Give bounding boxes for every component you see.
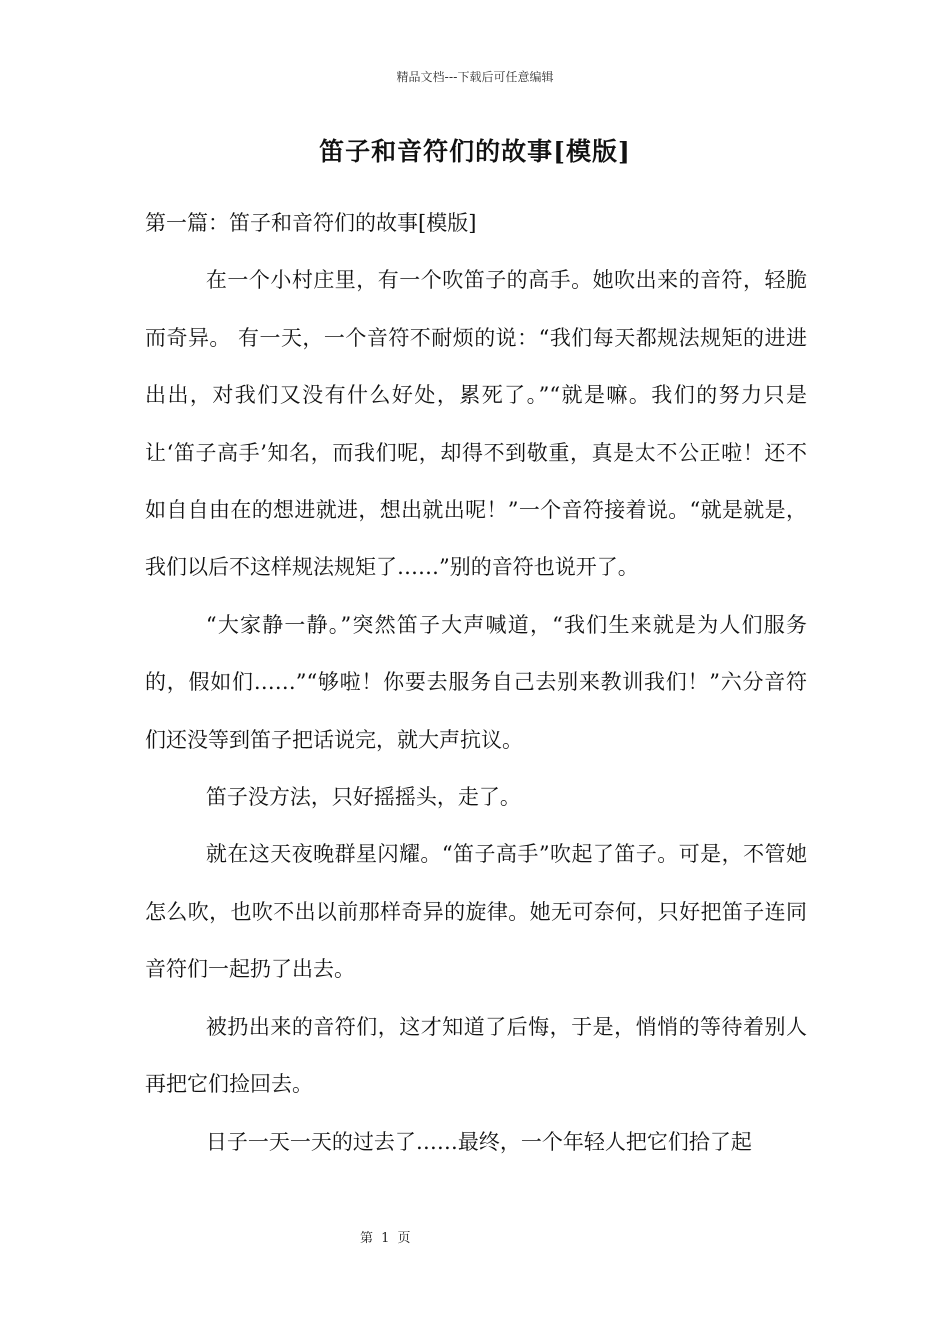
paragraph: 被扔出来的音符们，这才知道了后悔，于是，悄悄的等待着别人再把它们捡回去。 bbox=[145, 1014, 807, 1097]
page-number: 第 1 页 bbox=[360, 1231, 411, 1246]
paragraph: 就在这天夜晚群星闪耀。“笛子高手”吹起了笛子。可是，不管她怎么吹，也吹不出以前那样奇异的旋律。她无可奈何，只好把笛子连同音符们一起扔了出去。 bbox=[145, 842, 807, 982]
document-title: 笛子和音符们的故事[模版] bbox=[319, 137, 631, 166]
page-header: 精品文档---下载后可任意编辑 bbox=[396, 70, 554, 84]
paragraph: “大家静一静。”突然笛子大声喊道，“我们生来就是为人们服务的，假如们……”“够啦！你要去服务自己去别来教训我们！”六分音符们还没等到笛子把话说完，就大声抗议。 bbox=[145, 612, 807, 752]
document-body bbox=[145, 195, 807, 1171]
paragraph: 笛子没方法，只好摇摇头，走了。 bbox=[205, 785, 521, 810]
section-heading: 第一篇：笛子和音符们的故事[模版] bbox=[145, 211, 477, 235]
paragraph: 日子一天一天的过去了……最终，一个年轻人把它们拾了起 bbox=[205, 1129, 752, 1154]
paragraph: 在一个小村庄里，有一个吹笛子的高手。她吹出来的音符，轻脆而奇异。 有一天，一个音符不耐烦的说：“我们每天都规法规矩的进进出出，对我们又没有什么好处，累死了。”“就是嘛。我们的努力只是让‘笛子高手’知名，而我们呢，却得不到敬重，真是太不公正啦！还不如自自由在的想进就进，想出就出呢！”一个音符接着说。“就是就是，我们以后不这样规法规矩了……”别的音符也说开了。 bbox=[145, 268, 807, 580]
